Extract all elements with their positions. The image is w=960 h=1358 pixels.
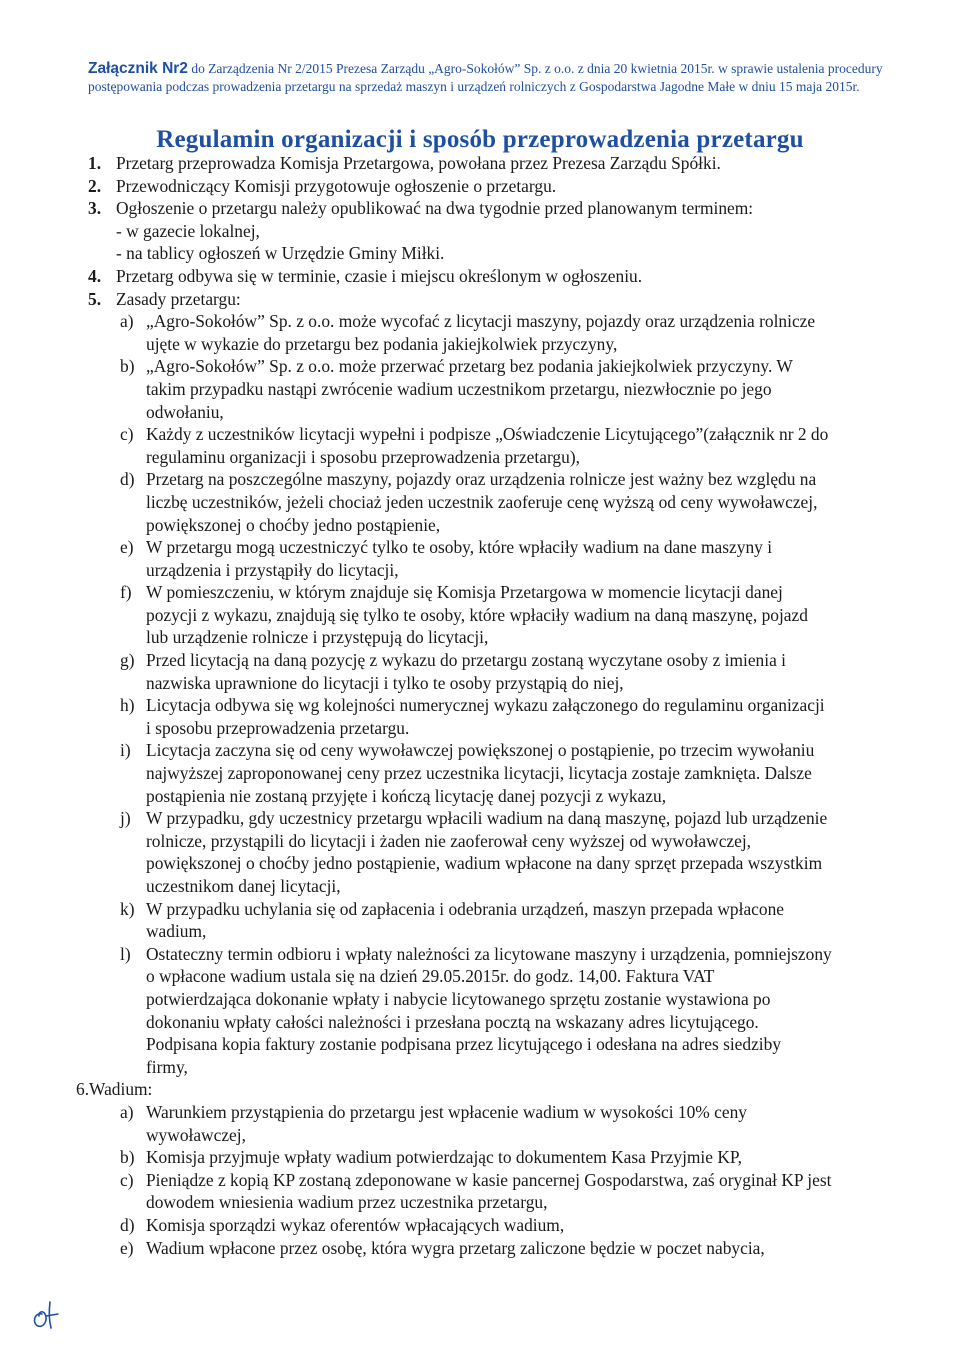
rule-label: f) (120, 582, 132, 603)
rules-list (88, 310, 908, 1078)
rule-text: ujęte w wykazie do przetargu bez podania jakiejkolwiek przyczyny, (146, 333, 618, 354)
point-text: - w gazecie lokalnej, (116, 220, 260, 241)
point-4 (88, 265, 908, 288)
attachment-line-2: postępowania podczas prowadzenia przetargu na sprzedaż maszyn i urządzeń rolniczych z Gospodarstwa Jagodne Małe w dniu 15 maja 2015r. (88, 79, 860, 94)
document-body (76, 152, 908, 1259)
rule-text: regulaminu organizacji i sposobu przeprowadzenia przetargu), (146, 446, 580, 467)
rule-label: h) (120, 695, 135, 716)
section-number: 6. (76, 1079, 90, 1100)
point-text: Przetarg odbywa się w terminie, czasie i miejscu określonym w ogłoszeniu. (116, 265, 643, 286)
rule-k (88, 898, 908, 943)
rule-text: nazwiska uprawnione do licytacji i tylko te osoby przystąpią do niej, (146, 672, 624, 693)
rule-text: „Agro-Sokołów” Sp. z o.o. może wycofać z licytacji maszyny, pojazdy oraz urządzenia rolnicze (146, 311, 816, 332)
rule-text: W przypadku uchylania się od zapłacenia i odebrania urządzeń, maszyn przepada wpłacone (146, 898, 785, 919)
rule-label: a) (120, 311, 134, 332)
rule-c (88, 423, 908, 468)
rule-text: urządzenia i przystąpiły do licytacji, (146, 559, 399, 580)
deposit-text: Wadium wpłacone przez osobę, która wygra przetarg zaliczone będzie w poczet nabycia, (146, 1237, 765, 1258)
deposit-text: dowodem wniesienia wadium przez uczestnika przetargu, (146, 1192, 548, 1213)
rule-g (88, 649, 908, 694)
point-number: 2. (88, 175, 102, 196)
deposit-text: Komisja przyjmuje wpłaty wadium potwierdzając to dokumentem Kasa Przyjmie KP, (146, 1147, 742, 1168)
rule-b (88, 355, 908, 423)
deposit-label: e) (120, 1237, 134, 1258)
rule-label: g) (120, 650, 135, 671)
rule-text: Przetarg na poszczególne maszyny, pojazdy oraz urządzenia rolnicze jest ważny bez względu na (146, 469, 817, 490)
rule-text: firmy, (146, 1056, 188, 1077)
rule-label: l) (120, 943, 131, 964)
point-number: 1. (88, 153, 102, 173)
rule-text: rolnicze, przystąpili do licytacji i żaden nie zaoferował ceny wyższej od wywoławczej, (146, 830, 752, 851)
deposit-list (88, 1101, 908, 1259)
point-5 (88, 288, 908, 311)
deposit-text: Komisja sporządzi wykaz oferentów wpłacających wadium, (146, 1214, 565, 1235)
rule-text: W przypadku, gdy uczestnicy przetargu wpłacili wadium na daną maszynę, pojazd lub urządzenie (146, 808, 828, 829)
point-text: Zasady przetargu: (116, 288, 241, 309)
rule-text: powiększonej o choćby jedno postąpienie, wadium wpłacone na dany sprzęt przepada wszystkim (146, 853, 823, 874)
point-text: - na tablicy ogłoszeń w Urzędzie Gminy Miłki. (116, 243, 445, 264)
point-text: Przewodniczący Komisji przygotowuje ogłoszenie o przetargu. (116, 175, 557, 196)
rule-label: j) (120, 808, 131, 829)
rule-text: liczbę uczestników, jeżeli chociaż jeden uczestnik zaoferuje cenę wyższą od ceny wywoławczej, (146, 491, 818, 512)
point-text: Ogłoszenie o przetargu należy opublikować na dwa tygodnie przed planowanym terminem: (116, 198, 754, 219)
deposit-label: d) (120, 1214, 135, 1235)
deposit-label: b) (120, 1147, 135, 1168)
deposit-d (88, 1214, 908, 1237)
rule-text: najwyższej zaproponowanej ceny przez uczestnika licytacji, licytacja zostaje zamknięta. Dalsze (146, 763, 812, 784)
rule-label: d) (120, 469, 135, 490)
attachment-header (88, 60, 888, 96)
rule-d (88, 468, 908, 536)
rule-text: powiększonej o choćby jedno postąpienie, (146, 514, 441, 535)
rule-text: takim przypadku nastąpi zwrócenie wadium uczestnikom przetargu, niezwłocznie po jego (146, 378, 772, 399)
rule-text: Ostateczny termin odbioru i wpłaty należności za licytowane maszyny i urządzenia, pomniejszony (146, 943, 832, 964)
deposit-text: wywoławczej, (146, 1124, 246, 1145)
handwritten-initials (28, 1298, 70, 1332)
attachment-line-1: do Zarządzenia Nr 2/2015 Prezesa Zarządu „Agro-Sokołów” Sp. z o.o. z dnia 20 kwietnia 2015r. w sprawie ustalenia procedury (191, 61, 883, 76)
rule-f (88, 581, 908, 649)
rule-text: postąpienia nie zostaną przyjęte i kończą licytację danej pozycji z wykazu, (146, 785, 667, 806)
attachment-label: Załącznik Nr2 (88, 60, 188, 77)
section-6-heading (76, 1078, 908, 1101)
point-2 (88, 175, 908, 198)
rule-text: odwołaniu, (146, 401, 224, 422)
rule-l (88, 943, 908, 1079)
rule-text: Licytacja odbywa się wg kolejności numerycznej wykazu załączonego do regulaminu organizacji (146, 695, 825, 716)
rule-text: i sposobu przeprowadzenia przetargu. (146, 717, 410, 738)
deposit-b (88, 1146, 908, 1169)
rule-text: wadium, (146, 921, 207, 942)
deposit-label: a) (120, 1101, 134, 1122)
rule-text: Każdy z uczestników licytacji wypełni i podpisze „Oświadczenie Licytującego”(załącznik nr 2 do (146, 424, 829, 445)
point-number: 5. (88, 288, 102, 309)
deposit-text: Pieniądze z kopią KP zostaną zdeponowane w kasie pancernej Gospodarstwa, zaś oryginał KP jest (146, 1169, 832, 1190)
deposit-text: Warunkiem przystąpienia do przetargu jest wpłacenie wadium w wysokości 10% ceny (146, 1101, 747, 1122)
rule-i (88, 739, 908, 807)
deposit-c (88, 1169, 908, 1214)
rule-text: Podpisana kopia faktury zostanie podpisana przez licytującego i odesłana na adres siedziby (146, 1034, 782, 1055)
rule-text: o wpłacone wadium ustala się na dzień 29.05.2015r. do godz. 14,00. Faktura VAT (146, 966, 715, 987)
rule-label: i) (120, 740, 131, 761)
rule-a (88, 310, 908, 355)
rule-label: c) (120, 424, 134, 445)
rule-text: W przetargu mogą uczestniczyć tylko te osoby, które wpłaciły wadium na dane maszyny i (146, 537, 773, 558)
rule-h (88, 694, 908, 739)
point-1 (88, 152, 908, 175)
rule-e (88, 536, 908, 581)
rule-text: dokonaniu wpłaty całości należności i przesłana pocztą na wskazany adres licytującego. (146, 1011, 759, 1032)
rule-text: lub urządzenie rolnicze i przystępują do licytacji, (146, 627, 489, 648)
deposit-a (88, 1101, 908, 1146)
rule-label: b) (120, 356, 135, 377)
point-3 (88, 197, 908, 265)
rule-text: potwierdzająca dokonanie wpłaty i nabycie licytowanego sprzętu zostanie wystawiona po (146, 988, 771, 1009)
rule-text: „Agro-Sokołów” Sp. z o.o. może przerwać przetarg bez podania jakiejkolwiek przyczyny. W (146, 356, 793, 377)
rule-label: e) (120, 537, 134, 558)
document-title: Regulamin organizacji i sposób przeprowadzenia przetargu (156, 126, 804, 153)
rule-label: k) (120, 898, 135, 919)
rule-j (88, 807, 908, 897)
rule-text: Licytacja zaczyna się od ceny wywoławczej powiększonej o postąpienie, po trzecim wywołaniu (146, 740, 815, 761)
rule-text: Przed licytacją na daną pozycję z wykazu do przetargu zostaną wyczytane osoby z imienia i (146, 650, 786, 671)
deposit-label: c) (120, 1169, 134, 1190)
rule-text: uczestnikom danej licytacji, (146, 876, 341, 896)
deposit-e (88, 1237, 908, 1260)
point-text: Przetarg przeprowadza Komisja Przetargowa, powołana przez Prezesa Zarządu Spółki. (116, 153, 721, 173)
rule-text: pozycji z wykazu, znajdują się tylko te osoby, które wpłaciły wadium na daną maszynę, pojazd (146, 604, 808, 625)
point-number: 4. (88, 265, 102, 286)
section-title: Wadium: (89, 1079, 153, 1100)
rule-text: W pomieszczeniu, w którym znajduje się Komisja Przetargowa w momencie licytacji danej (146, 582, 783, 603)
point-number: 3. (88, 198, 102, 219)
